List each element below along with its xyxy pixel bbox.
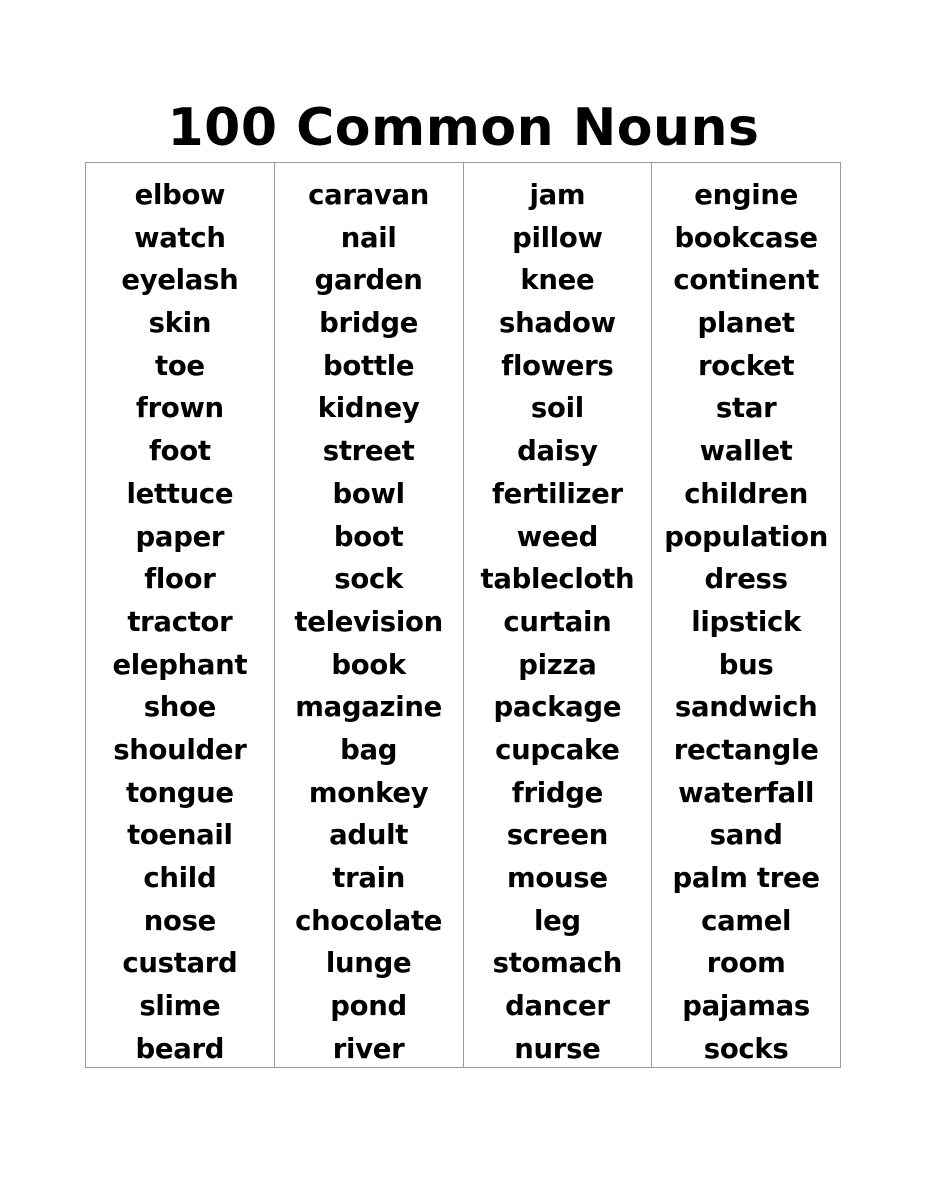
noun-word: beard	[135, 1032, 225, 1065]
noun-word: camel	[701, 904, 792, 937]
noun-word: chocolate	[295, 904, 443, 937]
noun-word: continent	[673, 264, 819, 297]
noun-word: child	[143, 862, 217, 894]
noun-word: shoe	[143, 691, 217, 724]
noun-word: rectangle	[673, 733, 819, 766]
word-column-4	[652, 163, 840, 1067]
noun-word: screen	[506, 819, 609, 852]
noun-word: television	[294, 605, 443, 638]
noun-word: curtain	[503, 605, 612, 638]
word-column-3	[464, 163, 653, 1067]
noun-word: bus	[718, 648, 774, 681]
noun-word: nail	[340, 221, 397, 254]
noun-word: package	[493, 691, 622, 724]
noun-word: pizza	[518, 648, 597, 681]
noun-word: sand	[709, 819, 783, 852]
noun-word: sock	[334, 563, 403, 596]
noun-word: book	[331, 648, 406, 681]
noun-word: lunge	[325, 947, 412, 980]
noun-word: star	[715, 392, 777, 425]
noun-word: waterfall	[678, 776, 815, 809]
noun-table	[85, 162, 841, 1068]
noun-word: population	[664, 520, 829, 553]
noun-word: skin	[148, 307, 212, 340]
noun-word: children	[684, 477, 809, 510]
noun-word: garden	[314, 264, 423, 297]
noun-word: pillow	[512, 221, 603, 254]
noun-word: adult	[329, 819, 409, 852]
noun-word: magazine	[295, 691, 442, 724]
noun-word: tractor	[127, 605, 233, 638]
noun-word: cupcake	[495, 733, 620, 766]
noun-word: floor	[144, 563, 216, 596]
noun-word: bottle	[323, 349, 415, 382]
noun-word: flowers	[501, 349, 614, 382]
noun-word: river	[332, 1032, 405, 1065]
word-column-2	[275, 163, 464, 1067]
noun-word: custard	[122, 947, 238, 980]
noun-word: caravan	[308, 179, 430, 211]
noun-word: bag	[340, 733, 398, 766]
noun-word: foot	[149, 435, 211, 468]
noun-word: watch	[134, 221, 226, 254]
word-column-1	[86, 163, 275, 1067]
noun-word: toenail	[127, 819, 233, 852]
noun-word: jam	[529, 179, 586, 211]
noun-word: dress	[704, 563, 788, 596]
noun-word: kidney	[317, 392, 420, 425]
noun-word: bridge	[319, 307, 419, 340]
noun-word: palm tree	[672, 862, 820, 894]
noun-word: sandwich	[674, 691, 818, 724]
noun-word: elbow	[134, 179, 226, 211]
noun-word: eyelash	[121, 264, 239, 297]
noun-word: paper	[135, 520, 225, 553]
noun-word: knee	[520, 264, 595, 297]
noun-word: leg	[533, 904, 581, 937]
noun-word: shoulder	[113, 733, 247, 766]
noun-word: monkey	[308, 776, 429, 809]
noun-word: boot	[333, 520, 404, 553]
noun-word: nose	[143, 904, 217, 937]
noun-word: shadow	[499, 307, 616, 340]
noun-word: planet	[697, 307, 795, 340]
noun-word: stomach	[492, 947, 623, 980]
noun-word: bookcase	[674, 221, 818, 254]
noun-word: engine	[694, 179, 799, 211]
noun-word: weed	[516, 520, 598, 553]
noun-word: lipstick	[691, 605, 801, 638]
noun-word: tablecloth	[480, 563, 635, 596]
noun-word: room	[706, 947, 786, 980]
noun-word: soil	[530, 392, 584, 425]
noun-word: lettuce	[126, 477, 234, 510]
noun-word: socks	[703, 1032, 789, 1065]
noun-word: nurse	[514, 1032, 601, 1065]
noun-word: fertilizer	[491, 477, 623, 510]
noun-word: tongue	[126, 776, 234, 809]
noun-word: pajamas	[682, 990, 810, 1023]
noun-word: slime	[139, 990, 221, 1023]
noun-word: street	[322, 435, 415, 468]
noun-word: elephant	[112, 648, 248, 681]
noun-word: wallet	[699, 435, 793, 468]
noun-word: daisy	[517, 435, 598, 468]
noun-word: frown	[135, 392, 224, 425]
noun-word: mouse	[507, 862, 608, 894]
noun-word: dancer	[505, 990, 610, 1023]
page-title: 100 Common Nouns	[167, 98, 760, 158]
noun-word: fridge	[511, 776, 603, 809]
noun-word: rocket	[697, 349, 795, 382]
noun-word: toe	[154, 349, 205, 382]
noun-word: train	[332, 862, 406, 894]
noun-word: pond	[330, 990, 407, 1023]
noun-word: bowl	[332, 477, 405, 510]
